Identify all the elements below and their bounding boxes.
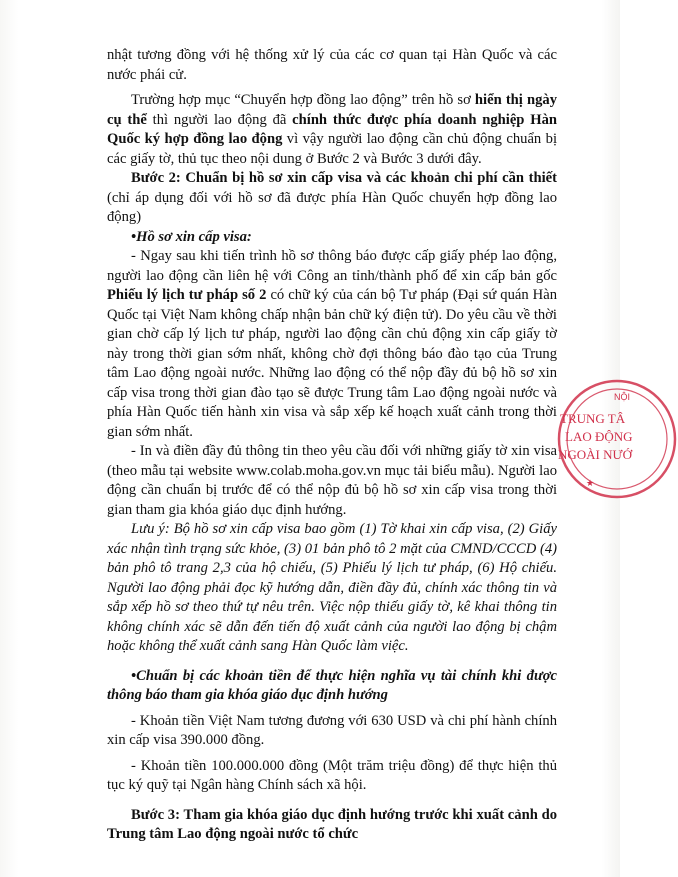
visa-dossier-title: •Hồ sơ xin cấp visa: <box>131 228 252 245</box>
paragraph-text: nhật tương đồng với hệ thống xử lý của các cơ quan tại Hàn Quốc và các nước phái cử. <box>107 47 557 83</box>
text-run: - Ngay sau khi tiến trình hồ sơ thông báo được cấp giấy phép lao động, người lao động cần liên hệ với Công an tỉnh/thành phố để xin cấp bản gốc <box>107 248 557 284</box>
step-2-note: (chỉ áp dụng đối với hồ sơ đã được phía Hàn Quốc chuyển hợp đồng lao động) <box>107 189 557 225</box>
seal-graphic <box>556 378 678 500</box>
seal-top-text: NỘI <box>613 392 631 402</box>
seal-line-3: NGOÀI NƯỚ <box>558 447 632 462</box>
seal-line-2: LAO ĐỘNG <box>565 429 633 444</box>
text-run: Trường hợp mục “Chuyển hợp đồng lao động” trên hồ sơ <box>131 92 475 108</box>
bold-run: chính thức được phía doanh nghiệp Hàn Quốc ký hợp đồng lao động <box>107 111 557 147</box>
paragraph-text: - Khoản tiền 100.000.000 đồng (Một trăm triệu đồng) để thực hiện thủ tục ký quỹ tại Ngân hàng Chính sách xã hội. <box>107 757 557 793</box>
step-2-title: Bước 2: Chuẩn bị hồ sơ xin cấp visa và các khoản chi phí cần thiết <box>131 170 557 186</box>
paragraph-text: - In và điền đầy đủ thông tin theo yêu cầu đối với những giấy tờ xin visa (theo mẫu tại website www.colab.moha.gov.vn mục tải biểu mẫu). Người lao động cần chuẩn bị trước để có thể nộp đủ bộ hồ sơ xin cấp visa trong thời gian tham gia khóa giáo dục định hướng. <box>107 443 557 518</box>
step-3-title: Bước 3: Tham gia khóa giáo dục định hướng trước khi xuất cảnh do Trung tâm Lao động ngoài nước tổ chức <box>107 806 557 842</box>
paragraph-continuation <box>107 46 557 85</box>
step-3-heading <box>107 806 557 845</box>
text-run: thì người lao động đã <box>146 111 293 128</box>
paragraph-fee-usd <box>107 712 557 751</box>
note-text: Lưu ý: Bộ hồ sơ xin cấp visa bao gồm (1) Tờ khai xin cấp visa, (2) Giấy xác nhận tình trạng sức khỏe, (3) 01 bản phô tô 2 mặt của CMND/CCCD (4) bản phô tô trang 2,3 của hộ chiếu, (5) Phiếu lý lịch tư pháp, (6) Hộ chiếu. Người lao động phải đọc kỹ hướng dẫn, điền đầy đủ, chính xác thông tin và sắp xếp hồ sơ theo thứ tự nêu trên. Việc nộp thiếu giấy tờ, kê khai thông tin không chính xác sẽ dẫn đến tiến độ xuất cảnh của người lao động bị chậm hoặc không thể xuất cảnh sang Hàn Quốc làm việc. <box>107 521 557 654</box>
seal-line-1: TRUNG TÂ <box>560 411 626 426</box>
finance-title: •Chuẩn bị các khoản tiền để thực hiện nghĩa vụ tài chính khi được thông báo tham gia khóa giáo dục định hướng <box>107 667 557 703</box>
step-2-heading <box>107 169 557 228</box>
visa-dossier-heading <box>107 228 557 248</box>
text-run: vì vậy người lao động cần chủ động chuẩn bị các giấy tờ, thủ tục theo nội dung ở Bước 2 và Bước 3 dưới đây. <box>107 131 557 167</box>
bold-run: hiển thị ngày cụ thể <box>107 92 557 128</box>
paragraph-contract-transfer <box>107 91 557 169</box>
paragraph-criminal-record <box>107 247 557 442</box>
note-paragraph <box>107 520 557 657</box>
paragraph-text: - Khoản tiền Việt Nam tương đương với 630 USD và chi phí hành chính xin cấp visa 390.000 đồng. <box>107 712 557 748</box>
paragraph-deposit <box>107 757 557 796</box>
seal-star-icon: ★ <box>586 479 595 489</box>
paragraph-print-forms <box>107 442 557 520</box>
finance-heading <box>107 667 557 706</box>
document-body <box>107 46 557 845</box>
bold-run: Phiếu lý lịch tư pháp số 2 <box>107 287 267 303</box>
official-seal <box>556 378 678 500</box>
text-run: có chữ ký của cán bộ Tư pháp (Đại sứ quán Hàn Quốc tại Việt Nam không chấp nhận bản chữ ký điện tử). Do yêu cầu về thời gian chờ cấp lý lịch tư pháp, người lao động cần chủ động xin cấp giấy tờ này trong thời gian sớm nhất, không chờ đợi thông báo đào tạo của Trung tâm Lao động ngoài nước. Những lao động có thể nộp đầy đủ bộ hồ sơ xin cấp visa trong thời gian đào tạo sẽ được Trung tâm Lao động ngoài nước và phía Hàn Quốc tiến hành xin visa và sắp xếp kế hoạch xuất cảnh trong thời gian sớm nhất. <box>107 287 557 440</box>
